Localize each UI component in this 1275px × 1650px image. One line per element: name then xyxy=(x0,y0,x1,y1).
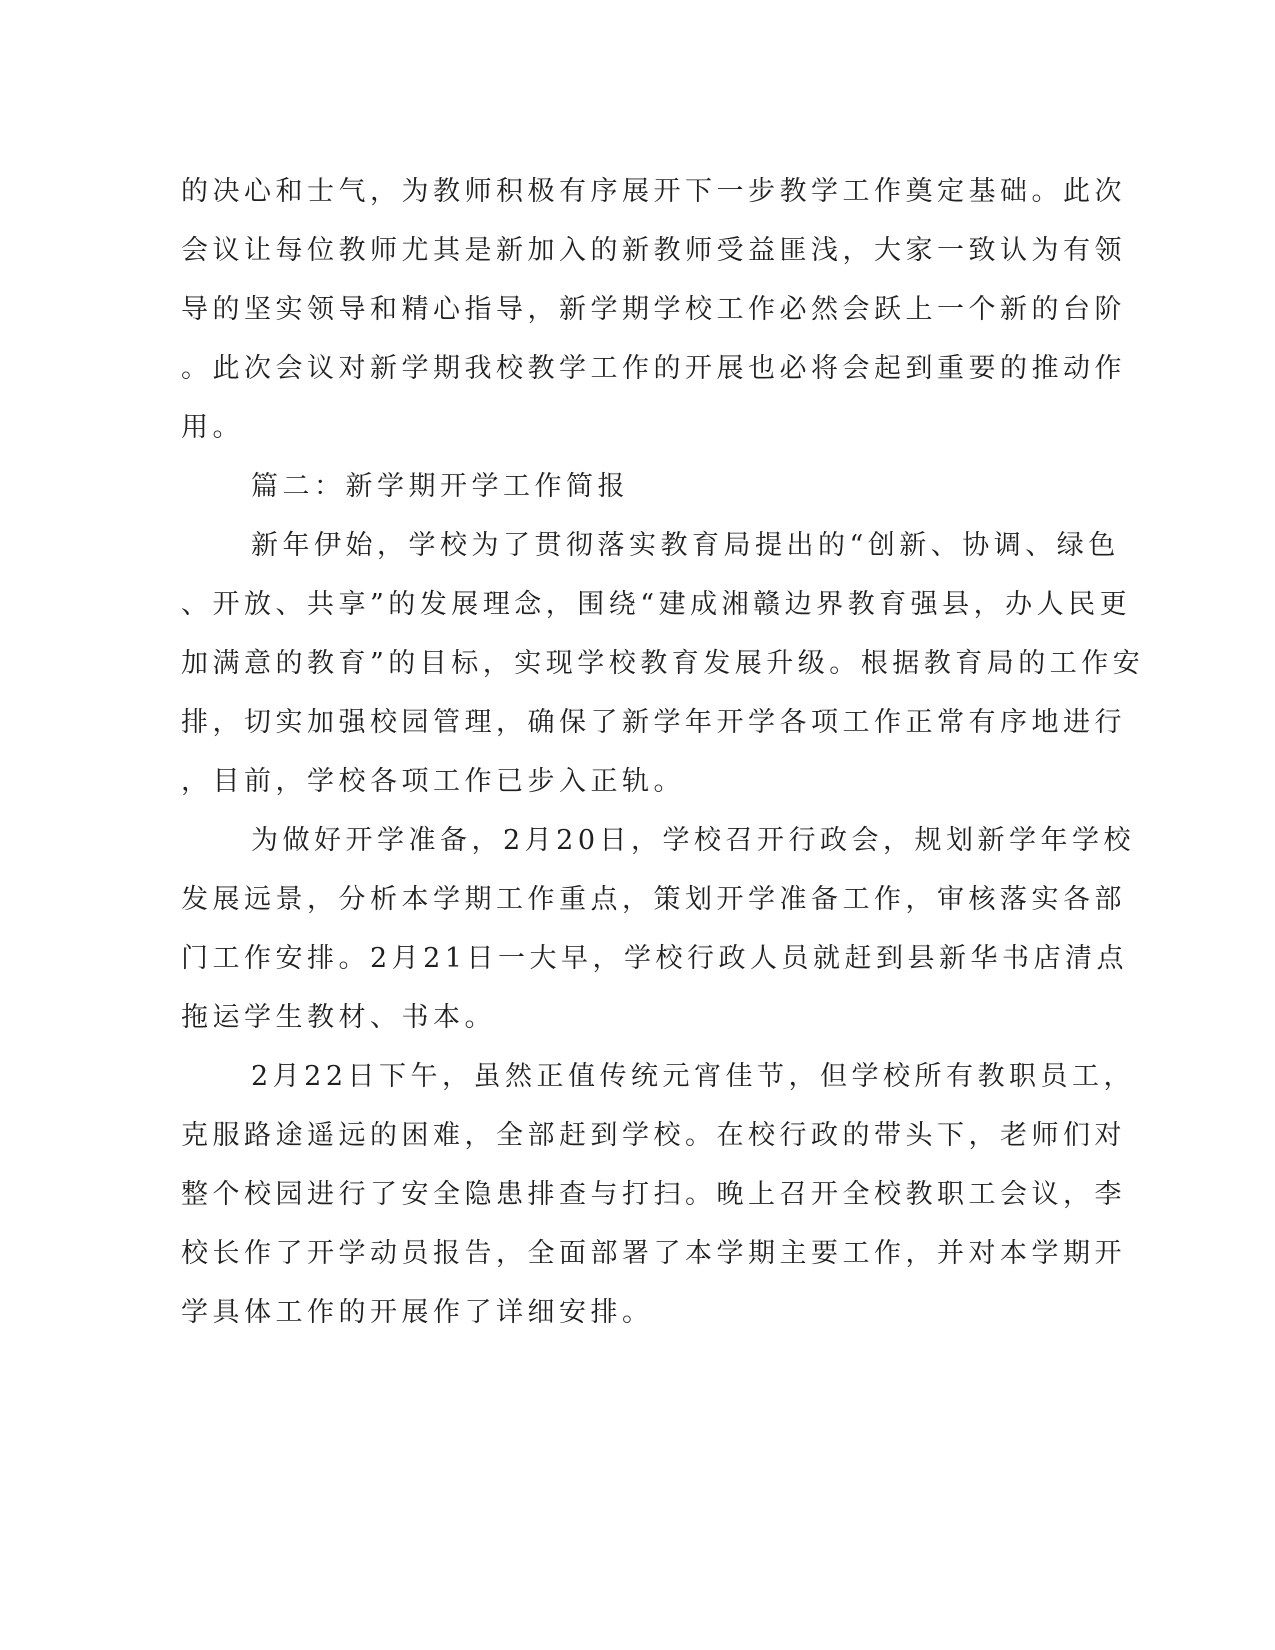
text-line: 学具体工作的开展作了详细安排。 xyxy=(181,1297,654,1328)
text-line: 发展远景，分析本学期工作重点，策划开学准备工作，审核落实各部 xyxy=(181,884,1126,915)
document-body xyxy=(181,162,1145,1342)
paragraph xyxy=(181,1047,1136,1342)
text-line: 为做好开学准备，2月20日，学校召开行政会，规划新学年学校 xyxy=(251,825,1136,856)
text-line: 拖运学生教材、书本。 xyxy=(181,1002,496,1033)
text-line: 克服路途遥远的困难，全部赶到学校。在校行政的带头下，老师们对 xyxy=(181,1120,1126,1151)
text-line: 门工作安排。2月21日一大早，学校行政人员就赶到县新华书店清点 xyxy=(181,943,1129,974)
section-heading xyxy=(181,457,1081,516)
text-line: 用。 xyxy=(181,412,244,443)
paragraph-continuation xyxy=(181,162,1126,457)
text-line: 导的坚实领导和精心指导，新学期学校工作必然会跃上一个新的台阶 xyxy=(181,294,1126,325)
paragraph xyxy=(181,516,1145,811)
text-line: 加满意的教育”的目标，实现学校教育发展升级。根据教育局的工作安 xyxy=(181,648,1145,679)
heading-line: 篇二：新学期开学工作简报 xyxy=(251,471,629,502)
text-line: 2月22日下午，虽然正值传统元宵佳节，但学校所有教职员工， xyxy=(251,1061,1136,1092)
text-line: 。此次会议对新学期我校教学工作的开展也必将会起到重要的推动作 xyxy=(181,353,1126,384)
text-line: 、开放、共享”的发展理念，围绕“建成湘赣边界教育强县，办人民更 xyxy=(181,589,1132,620)
text-line: 会议让每位教师尤其是新加入的新教师受益匪浅，大家一致认为有领 xyxy=(181,235,1126,266)
text-line: 校长作了开学动员报告，全面部署了本学期主要工作，并对本学期开 xyxy=(181,1238,1126,1269)
text-line: 排，切实加强校园管理，确保了新学年开学各项工作正常有序地进行 xyxy=(181,707,1126,738)
text-line: 新年伊始，学校为了贯彻落实教育局提出的“创新、协调、绿色 xyxy=(251,530,1120,561)
text-line: 整个校园进行了安全隐患排查与打扫。晚上召开全校教职工会议，李 xyxy=(181,1179,1126,1210)
text-line: 的决心和士气，为教师积极有序展开下一步教学工作奠定基础。此次 xyxy=(181,176,1126,207)
text-line: ，目前，学校各项工作已步入正轨。 xyxy=(181,766,685,797)
paragraph xyxy=(181,811,1136,1047)
